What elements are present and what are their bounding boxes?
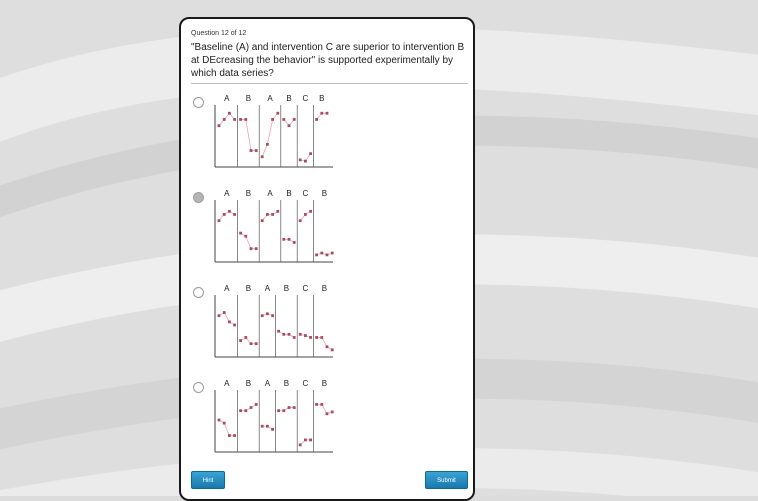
series-line bbox=[241, 404, 257, 410]
data-point bbox=[261, 219, 264, 222]
phase-label: C bbox=[302, 94, 309, 103]
data-point bbox=[233, 213, 236, 216]
data-point bbox=[326, 412, 329, 415]
data-point bbox=[233, 118, 236, 121]
data-point bbox=[276, 112, 279, 115]
data-point bbox=[250, 342, 253, 345]
series-line bbox=[241, 337, 257, 343]
phase-label: A bbox=[267, 94, 273, 103]
data-point bbox=[223, 311, 226, 314]
data-point bbox=[261, 314, 264, 317]
series-line bbox=[317, 404, 333, 413]
data-point bbox=[261, 155, 264, 158]
data-point bbox=[218, 124, 221, 127]
data-point bbox=[266, 143, 269, 146]
series-line bbox=[317, 337, 333, 349]
data-point bbox=[320, 112, 323, 115]
submit-button[interactable]: Submit bbox=[425, 471, 468, 489]
data-point bbox=[304, 334, 307, 337]
series-line bbox=[219, 313, 235, 325]
phase-label: B bbox=[319, 94, 325, 103]
phase-label: C bbox=[302, 189, 309, 198]
data-point bbox=[223, 213, 226, 216]
phase-label: A bbox=[224, 379, 230, 388]
data-point bbox=[228, 210, 231, 213]
divider bbox=[191, 83, 468, 84]
answer-option-3[interactable] bbox=[191, 284, 341, 373]
series-line bbox=[300, 211, 310, 220]
option-1-graph bbox=[209, 93, 335, 171]
data-point bbox=[250, 149, 253, 152]
option-3-radio[interactable] bbox=[193, 287, 204, 298]
data-point bbox=[320, 403, 323, 406]
series-line bbox=[241, 233, 257, 249]
data-point bbox=[304, 439, 307, 442]
data-point bbox=[239, 339, 242, 342]
data-point bbox=[288, 124, 291, 127]
phase-label: C bbox=[302, 379, 309, 388]
data-point bbox=[218, 419, 221, 422]
data-point bbox=[233, 434, 236, 437]
data-point bbox=[271, 118, 274, 121]
data-point bbox=[299, 158, 302, 161]
phase-label: A bbox=[264, 379, 271, 388]
option-2-graph bbox=[209, 188, 335, 266]
option-4-radio[interactable] bbox=[193, 382, 204, 393]
data-point bbox=[276, 210, 279, 213]
data-point bbox=[266, 425, 269, 428]
data-point bbox=[239, 409, 242, 412]
data-point bbox=[326, 253, 329, 256]
phase-label: B bbox=[286, 94, 292, 103]
phase-label: B bbox=[245, 189, 252, 198]
phase-label: B bbox=[321, 189, 328, 198]
data-point bbox=[266, 213, 269, 216]
data-point bbox=[288, 406, 291, 409]
phase-label: B bbox=[283, 379, 290, 388]
series-line bbox=[279, 331, 295, 337]
option-2-radio[interactable] bbox=[193, 192, 204, 203]
data-point bbox=[309, 210, 312, 213]
data-point bbox=[233, 324, 236, 327]
data-point bbox=[244, 409, 247, 412]
data-point bbox=[304, 160, 307, 163]
data-point bbox=[255, 403, 258, 406]
data-point bbox=[271, 428, 274, 431]
series-line bbox=[262, 211, 278, 220]
phase-label: C bbox=[302, 284, 309, 293]
data-point bbox=[331, 252, 334, 255]
data-point bbox=[218, 314, 221, 317]
option-3-graph bbox=[209, 283, 335, 361]
data-point bbox=[244, 235, 247, 238]
data-point bbox=[271, 213, 274, 216]
phase-label: A bbox=[224, 284, 230, 293]
data-point bbox=[244, 118, 247, 121]
series-line bbox=[219, 211, 235, 220]
option-4-graph bbox=[209, 378, 335, 456]
data-point bbox=[218, 219, 221, 222]
data-point bbox=[288, 333, 291, 336]
data-point bbox=[288, 238, 291, 241]
data-point bbox=[282, 409, 285, 412]
question-number: Question 12 of 12 bbox=[191, 30, 247, 37]
data-point bbox=[299, 219, 302, 222]
option-1-radio[interactable] bbox=[193, 97, 204, 108]
data-point bbox=[255, 342, 258, 345]
series-line bbox=[262, 113, 278, 157]
data-point bbox=[320, 336, 323, 339]
series-line bbox=[219, 113, 235, 125]
data-point bbox=[320, 252, 323, 255]
data-point bbox=[282, 238, 285, 241]
data-point bbox=[223, 118, 226, 121]
data-point bbox=[282, 118, 285, 121]
phase-label: B bbox=[321, 284, 328, 293]
data-point bbox=[331, 348, 334, 351]
phase-label: A bbox=[224, 94, 230, 103]
phase-label: A bbox=[264, 284, 271, 293]
data-point bbox=[228, 320, 231, 323]
answer-option-2[interactable] bbox=[191, 189, 341, 278]
data-point bbox=[315, 336, 318, 339]
data-point bbox=[309, 336, 312, 339]
phase-label: B bbox=[286, 189, 292, 198]
phase-label: B bbox=[245, 284, 252, 293]
data-point bbox=[315, 118, 318, 121]
series-line bbox=[241, 119, 257, 150]
data-point bbox=[255, 149, 258, 152]
data-point bbox=[277, 409, 280, 412]
phase-label: B bbox=[245, 379, 252, 388]
data-point bbox=[304, 213, 307, 216]
data-point bbox=[293, 336, 296, 339]
data-point bbox=[228, 112, 231, 115]
data-point bbox=[299, 443, 302, 446]
data-point bbox=[250, 247, 253, 250]
phase-label: B bbox=[245, 94, 252, 103]
phase-label: A bbox=[267, 189, 273, 198]
series-line bbox=[219, 420, 235, 436]
data-point bbox=[255, 247, 258, 250]
question-card bbox=[179, 17, 475, 501]
data-point bbox=[293, 241, 296, 244]
answer-option-4[interactable] bbox=[191, 379, 341, 468]
data-point bbox=[299, 333, 302, 336]
data-point bbox=[315, 403, 318, 406]
data-point bbox=[261, 425, 264, 428]
phase-label: A bbox=[224, 189, 230, 198]
data-point bbox=[331, 411, 334, 414]
data-point bbox=[326, 345, 329, 348]
data-point bbox=[250, 406, 253, 409]
question-text: "Baseline (A) and intervention C are superior to intervention B at DEcreasing the behavior" is supported experimentally by which data series? bbox=[191, 42, 465, 79]
data-point bbox=[293, 118, 296, 121]
data-point bbox=[309, 439, 312, 442]
series-line bbox=[279, 408, 295, 411]
data-point bbox=[326, 112, 329, 115]
data-point bbox=[277, 330, 280, 333]
data-point bbox=[223, 422, 226, 425]
data-point bbox=[282, 333, 285, 336]
answer-option-1[interactable] bbox=[191, 94, 341, 183]
phase-label: B bbox=[283, 284, 290, 293]
series-line bbox=[317, 253, 333, 255]
data-point bbox=[244, 336, 247, 339]
hint-button[interactable]: Hint bbox=[191, 471, 225, 489]
data-point bbox=[315, 253, 318, 256]
data-point bbox=[309, 152, 312, 155]
phase-label: B bbox=[321, 379, 328, 388]
data-point bbox=[239, 232, 242, 235]
data-point bbox=[239, 118, 242, 121]
data-point bbox=[293, 406, 296, 409]
data-point bbox=[266, 312, 269, 315]
data-point bbox=[228, 434, 231, 437]
data-point bbox=[271, 314, 274, 317]
